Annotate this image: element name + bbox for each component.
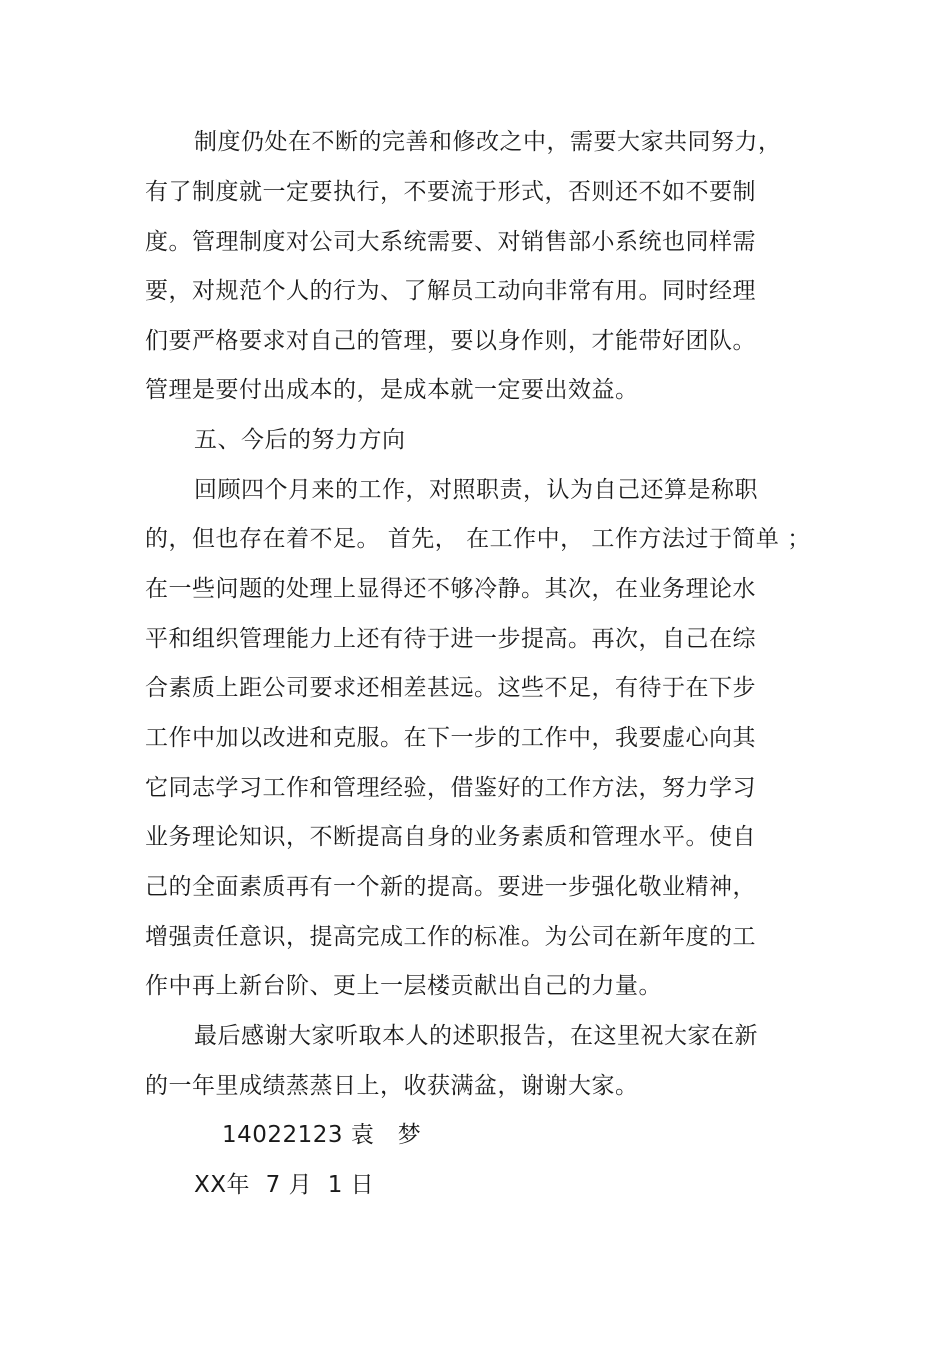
- paragraph-line: 的，但也存在着不足。 首先， 在工作中， 工作方法过于简单 ；: [145, 526, 811, 552]
- paragraph-line: 合素质上距公司要求还相差甚远。这些不足，有待于在下步: [145, 675, 756, 701]
- paragraph-line: 平和组织管理能力上还有待于进一步提高。再次，自己在综: [145, 626, 756, 652]
- paragraph-line: 要，对规范个人的行为、了解员工动向非常有用。同时经理: [145, 278, 756, 304]
- paragraph-line: 的一年里成绩蒸蒸日上，收获满盆，谢谢大家。: [145, 1073, 639, 1099]
- paragraph-line: 有了制度就一定要执行，不要流于形式，否则还不如不要制: [145, 179, 756, 205]
- paragraph-line: 作中再上新台阶、更上一层楼贡献出自己的力量。: [145, 973, 662, 999]
- paragraph-line: 己的全面素质再有一个新的提高。要进一步强化敬业精神，: [145, 874, 756, 900]
- section-heading: 五、今后的努力方向: [194, 427, 406, 453]
- signature-line: 14022123 袁 梦: [222, 1122, 422, 1148]
- paragraph-line: 回顾四个月来的工作，对照职责，认为自己还算是称职: [194, 477, 758, 503]
- paragraph-line: 管理是要付出成本的，是成本就一定要出效益。: [145, 377, 639, 403]
- paragraph-line: 增强责任意识，提高完成工作的标准。为公司在新年度的工: [145, 924, 756, 950]
- paragraph-line: 工作中加以改进和克服。在下一步的工作中，我要虚心向其: [145, 725, 756, 751]
- paragraph-line: 在一些问题的处理上显得还不够冷静。其次，在业务理论水: [145, 576, 756, 602]
- paragraph-line: 制度仍处在不断的完善和修改之中，需要大家共同努力，: [194, 129, 782, 155]
- paragraph-line: 度。管理制度对公司大系统需要、对销售部小系统也同样需: [145, 229, 756, 255]
- date-line: XX年 7 月 1 日: [194, 1172, 375, 1198]
- paragraph-line: 业务理论知识，不断提高自身的业务素质和管理水平。使自: [145, 824, 756, 850]
- paragraph-line: 它同志学习工作和管理经验，借鉴好的工作方法，努力学习: [145, 775, 756, 801]
- paragraph-line: 最后感谢大家听取本人的述职报告，在这里祝大家在新: [194, 1023, 758, 1049]
- paragraph-line: 们要严格要求对自己的管理，要以身作则，才能带好团队。: [145, 328, 756, 354]
